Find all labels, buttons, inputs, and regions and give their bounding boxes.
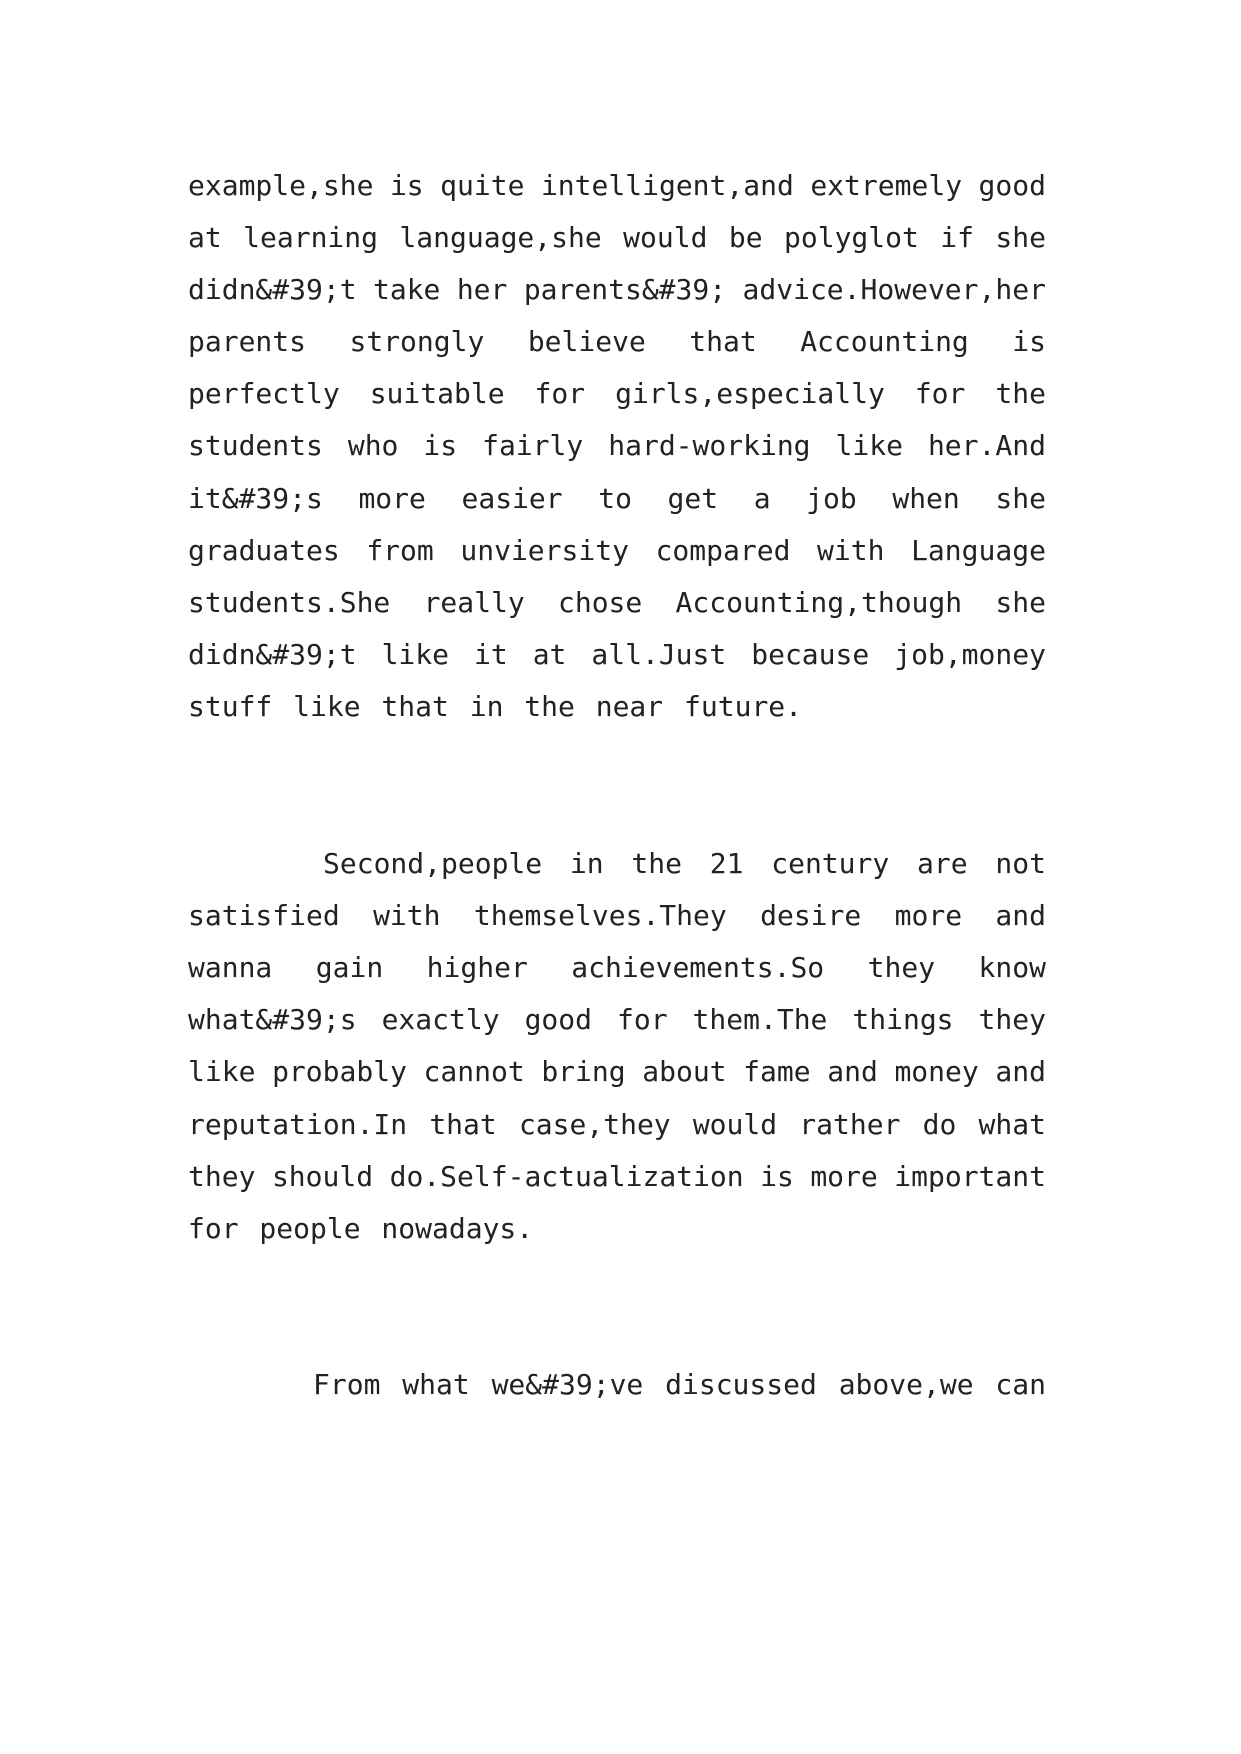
word: themselves.They [473,899,727,932]
paragraph-3-line-1 [313,1365,1046,1405]
word: gain [315,951,384,984]
word: be [728,221,763,254]
word: she [995,482,1046,515]
word: exactly [381,1003,500,1036]
word: and [995,1055,1046,1088]
word: easier [461,482,563,515]
word: Accounting,though [675,586,963,619]
word: perfectly [188,377,340,410]
word: for [914,377,966,410]
word: a [753,482,771,515]
word: things [852,1003,954,1036]
word: compared [655,534,791,567]
paragraph-1-line-6 [188,426,1046,466]
paragraph-1-line-5 [188,374,1046,414]
word: probably [272,1055,407,1088]
word: satisfied [188,899,340,932]
paragraph-1-line-3 [188,270,1046,310]
word: believe [527,325,646,358]
word: do.Self-actualization [389,1160,744,1193]
word: in [569,847,604,880]
paragraph-1-line-9 [188,583,1046,623]
word: desire [760,899,862,932]
paragraph-2-line-1 [323,844,1046,884]
word: 21 [709,847,744,880]
word: girls,especially [615,377,885,410]
word: is [389,169,424,202]
word: should [271,1160,374,1193]
word: achievements.So [571,951,825,984]
word: because [751,638,870,671]
paragraph-2-line-3 [188,948,1046,988]
word: important [894,1160,1046,1193]
word: with [817,534,885,567]
word: is [760,1160,794,1193]
word: advice.However,her [742,273,1046,306]
paragraph-1-line-7 [188,479,1046,519]
word: really [423,586,525,619]
word: they [867,951,936,984]
word: like [188,1055,256,1088]
word: bring [541,1055,626,1088]
word: that [429,1108,497,1141]
word: more [358,482,426,515]
word: know [978,951,1046,984]
word: students [188,429,323,462]
word: do [922,1108,957,1141]
paragraph-2-line-4 [188,1000,1046,1040]
word: that [689,325,757,358]
paragraph-2-line-7 [188,1157,1046,1197]
word: we&#39;ve [491,1368,644,1401]
word: didn&#39;t [188,638,357,671]
word: is [1012,325,1046,358]
word: who [347,429,399,462]
word: fame [743,1055,811,1088]
word: they [188,1160,256,1193]
word: she [995,221,1046,254]
word: for [534,377,586,410]
word: Second,people [323,847,543,880]
word: the [631,847,682,880]
word: like [835,429,903,462]
word: polyglot [784,221,919,254]
word: at [532,638,567,671]
word: it [473,638,508,671]
word: they [978,1003,1046,1036]
word: Language [911,534,1046,567]
paragraph-2-line-5 [188,1052,1046,1092]
word: extremely [810,169,963,202]
word: graduates [188,534,340,567]
word: if [940,221,974,254]
word: her [456,273,508,306]
word: when [892,482,960,515]
word: get [667,482,719,515]
word: wanna [188,951,273,984]
word: fairly [482,429,584,462]
word: From [313,1368,381,1401]
word: can [995,1368,1046,1401]
word: from [366,534,434,567]
paragraph-1-line-4 [188,322,1046,362]
word: intelligent,and [540,169,794,202]
word: take [372,273,441,306]
word: and [827,1055,878,1088]
word: above,we [838,1368,974,1401]
word: them.The [692,1003,828,1036]
word: suitable [369,377,505,410]
word: rather [799,1108,901,1141]
word: more [810,1160,878,1193]
word: strongly [349,325,485,358]
word: language,she [399,221,602,254]
word: not [995,847,1046,880]
word: are [917,847,968,880]
word: job [806,482,857,515]
word: all.Just [591,638,727,671]
word: would [692,1108,778,1141]
paragraph-1-line-2 [188,218,1046,258]
word: parents&#39; [523,273,727,306]
word: reputation.In [188,1108,408,1141]
word: hard-working [608,429,811,462]
word: what&#39;s [188,1003,357,1036]
word: example,she [188,169,374,202]
paragraph-2-line-8: for people nowadays. [188,1212,534,1245]
word: unviersity [460,534,629,567]
word: higher [426,951,528,984]
word: chose [557,586,643,619]
paragraph-2-line-2 [188,896,1046,936]
word: with [373,899,441,932]
word: job,money [894,638,1046,671]
word: money [894,1055,979,1088]
word: cannot [423,1055,525,1088]
word: Accounting [800,325,969,358]
word: quite [440,169,525,202]
paragraph-1-line-8 [188,531,1046,571]
word: and [995,899,1046,932]
word: the [995,377,1046,410]
word: learning [243,221,378,254]
word: parents [188,325,307,358]
word: what [978,1108,1046,1141]
word: what [402,1368,470,1401]
word: it&#39;s [188,482,323,515]
word: is [423,429,458,462]
word: good [524,1003,592,1036]
word: case,they [518,1108,671,1141]
word: she [995,586,1046,619]
word: about [642,1055,727,1088]
word: for [616,1003,668,1036]
word: would [623,221,708,254]
paragraph-1-line-1 [188,166,1046,206]
word: didn&#39;t [188,273,357,306]
word: her.And [927,429,1046,462]
paragraph-1-line-10 [188,635,1046,675]
word: to [598,482,632,515]
paragraph-2-line-6 [188,1105,1046,1145]
word: discussed [665,1368,817,1401]
word: more [894,899,963,932]
word: century [771,847,890,880]
word: like [381,638,449,671]
word: at [188,221,222,254]
word: good [978,169,1046,202]
word: students.She [188,586,391,619]
paragraph-1-line-11: stuff like that in the near future. [188,690,803,723]
